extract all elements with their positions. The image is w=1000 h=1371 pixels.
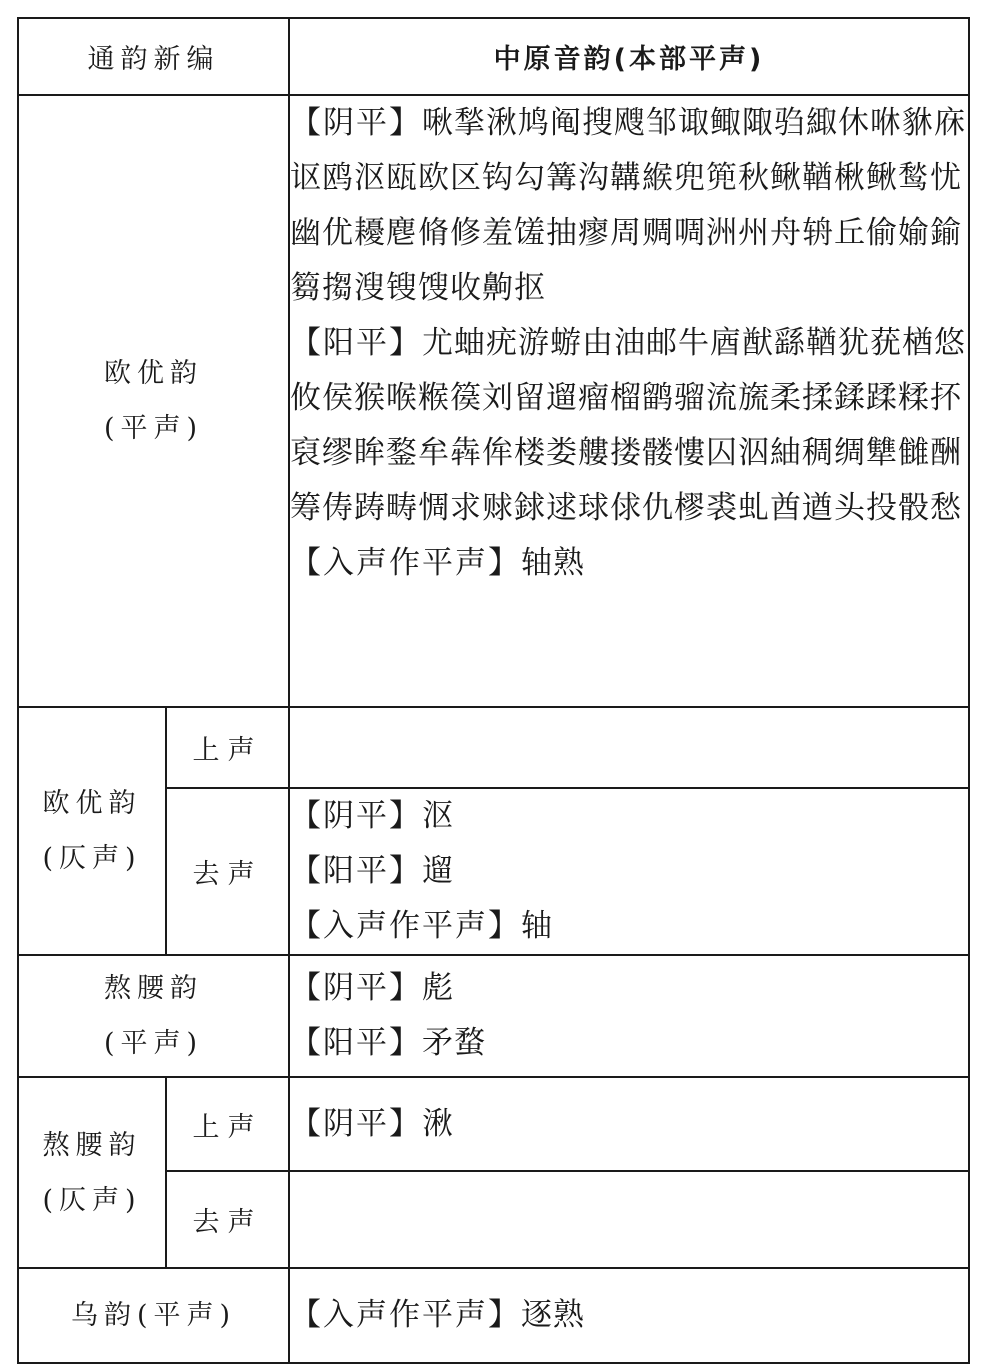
entry-rusheng <box>290 536 968 591</box>
rhyme-content <box>289 788 969 955</box>
entry-tag: 【阴平】 <box>290 970 422 1006</box>
row-ouyou-ping <box>18 95 969 707</box>
rhyme-table <box>17 17 970 1364</box>
entry-chars: 彪 <box>422 970 454 1006</box>
entry-chars: 尤蚰疣游蝣由油邮牛庮猷繇鞧犹莸楢悠攸侯猴喉糇篌刘留遛瘤榴鹠骝流旒柔揉鍒蹂糅抔裒缪眸鍪牟犇侔楼娄艛搂髅慺囚泅紬稠绸犨雠酬筹俦踌畴惆求赇銶逑球俅仇樛裘虬酋遒头投骰愁 <box>290 325 966 526</box>
entry-tag: 【入声作平声】 <box>290 545 521 581</box>
entry-tag: 【阳平】 <box>290 853 422 889</box>
entry-chars: 轴熟 <box>521 545 585 581</box>
tone-qu: 去声 <box>166 788 289 955</box>
entry-chars: 啾揫湫鸠阄搜飕邹诹鲰陬驺緅休咻貅庥讴鸥沤瓯欧区钩勾篝沟韝緱兜篼秋鳅鞧楸鳅鹙忧幽优耰麀脩修羞馐抽瘳周赒啁洲州舟辀丘偷媮鍮篘搊溲锼馊收齁抠 <box>290 105 966 306</box>
entry-yinping <box>290 789 968 844</box>
rhyme-name: 熬腰韵 <box>104 973 203 1004</box>
entry-chars: 沤 <box>422 798 454 834</box>
header-row <box>18 18 969 95</box>
entry-tag: 【入声作平声】 <box>290 1297 521 1333</box>
entry-rusheng <box>290 1288 968 1343</box>
rhyme-label <box>18 95 289 707</box>
rhyme-content <box>289 95 969 707</box>
entry-chars: 湫 <box>422 1105 454 1142</box>
rhyme-content-empty <box>289 707 969 788</box>
entry-yinping <box>290 96 968 316</box>
rhyme-content <box>289 1268 969 1363</box>
header-tongyun: 通韵新编 <box>18 18 289 95</box>
rhyme-label: 乌韵(平声) <box>18 1268 289 1363</box>
entry-yangping <box>290 1016 968 1071</box>
tone-shang: 上声 <box>166 707 289 788</box>
tone-class: (仄声) <box>42 843 142 874</box>
entry-tag: 【阳平】 <box>290 325 422 361</box>
row-wu-ping <box>18 1268 969 1363</box>
entry-rusheng <box>290 899 968 954</box>
rhyme-label <box>18 707 166 955</box>
rhyme-content-empty <box>289 1171 969 1268</box>
row-aoyao-ze-shang <box>18 1077 969 1171</box>
entry-tag: 【阴平】 <box>290 1105 422 1142</box>
entry-tag: 【入声作平声】 <box>290 908 521 944</box>
rhyme-name: 欧优韵 <box>42 788 142 819</box>
entry-yangping <box>290 316 968 536</box>
rhyme-label <box>18 955 289 1077</box>
entry-tag: 【阴平】 <box>290 105 422 141</box>
entry-yinping <box>290 961 968 1016</box>
rhyme-name: 熬腰韵 <box>42 1129 142 1161</box>
entry-chars: 逐熟 <box>521 1297 585 1333</box>
tone-shang: 上声 <box>166 1077 289 1171</box>
entry-chars: 矛蝥 <box>422 1025 486 1061</box>
entry-yinping <box>290 1097 968 1152</box>
rhyme-label <box>18 1077 166 1268</box>
rhyme-content <box>289 1077 969 1171</box>
rhyme-content <box>289 955 969 1077</box>
tone-class: (平声) <box>103 413 204 444</box>
entry-chars: 遛 <box>422 853 454 889</box>
tone-class: (仄声) <box>42 1184 142 1216</box>
entry-chars: 轴 <box>521 908 553 944</box>
rhyme-name: 欧优韵 <box>104 358 203 389</box>
header-zhongyuan: 中原音韵(本部平声) <box>289 18 969 95</box>
tone-qu: 去声 <box>166 1171 289 1268</box>
entry-tag: 【阴平】 <box>290 798 422 834</box>
tone-class: (平声) <box>103 1028 204 1059</box>
entry-yangping <box>290 844 968 899</box>
row-aoyao-ping <box>18 955 969 1077</box>
row-ouyou-ze-shang <box>18 707 969 788</box>
entry-tag: 【阳平】 <box>290 1025 422 1061</box>
